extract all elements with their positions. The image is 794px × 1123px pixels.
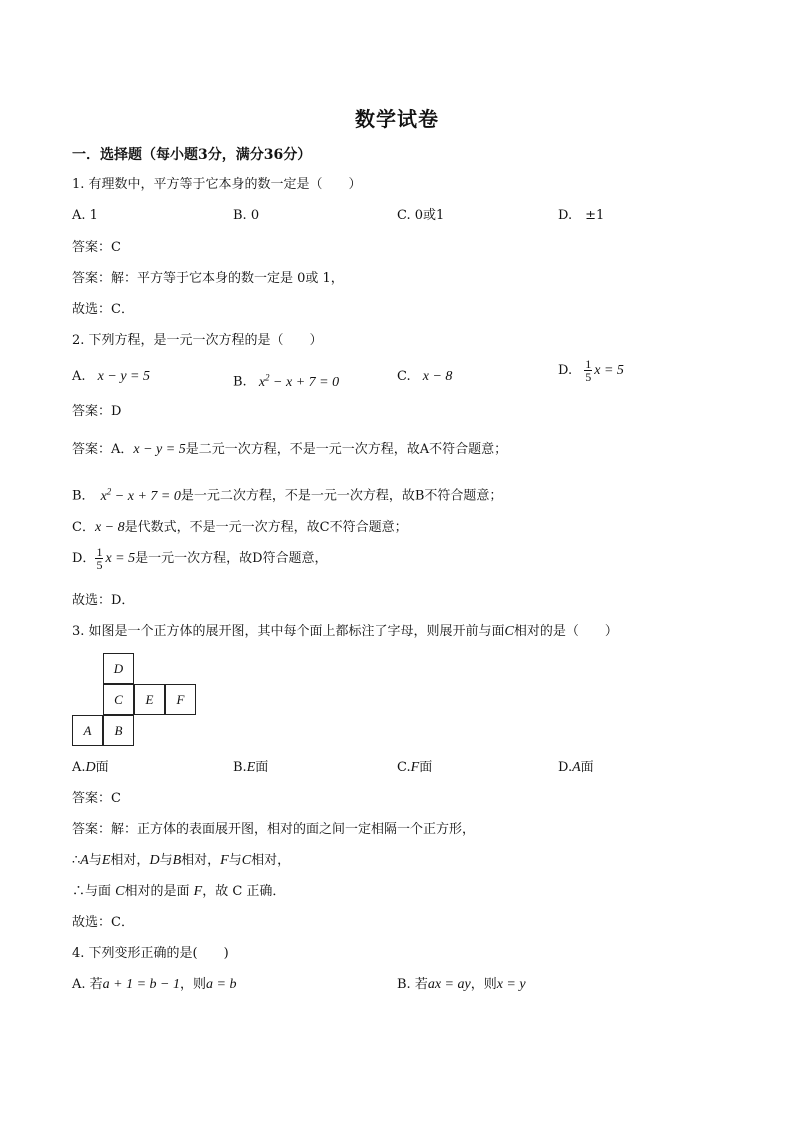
q2-explain-a-text: 是二元一次方程，不是一元一次方程，故A不符合题意；	[185, 442, 508, 457]
q3-conclusion-a: ∴与面	[72, 884, 116, 899]
q2-option-d-label: D.	[558, 363, 573, 378]
q3-option-c-label: C.	[397, 760, 411, 775]
q2-explain-d	[72, 546, 328, 571]
q2-option-b-label: B.	[233, 374, 247, 390]
q3-pair2-t2: 相对，	[181, 853, 221, 868]
q3-pair3-t2: 相对，	[251, 853, 291, 868]
q2-option-d-num: 1	[585, 357, 592, 371]
net-face-c: C	[103, 684, 134, 715]
q3-option-c	[397, 758, 432, 778]
q3-pair1-a: A	[80, 853, 89, 868]
q2-explain-a	[72, 440, 507, 460]
q1-choice: 故选：C．	[72, 302, 134, 317]
net-face-a: A	[72, 715, 103, 746]
page-title: 数学试卷	[355, 107, 439, 131]
section-heading: 一．选择题（每小题3分，满分36分）	[72, 147, 312, 163]
q3-pair1-t2: 相对，	[110, 853, 150, 868]
q2-explain-c	[72, 518, 408, 538]
q2-option-b	[233, 367, 339, 393]
q3-pair1-b: E	[101, 853, 111, 868]
q1-explanation: 答案：解：平方等于它本身的数一定是 0或 1，	[72, 271, 344, 286]
q3-conclusion-var1: C	[115, 884, 125, 899]
q2-explain-a-math: x − y = 5	[133, 442, 186, 457]
q1-option-b: B. 0	[233, 208, 260, 223]
q4-option-a	[72, 975, 236, 995]
q3-explanation: 答案：解：正方体的表面展开图，相对的面之间一定相隔一个正方形，	[72, 822, 476, 837]
q3-conclusion	[72, 882, 285, 902]
q3-option-d-suffix: 面	[580, 760, 594, 775]
q2-explain-c-text: 是代数式，不是一元一次方程，故C不符合题意；	[124, 520, 408, 535]
q3-pair2-a: D	[149, 853, 160, 868]
q4-option-a-math1: a + 1 = b − 1	[102, 977, 180, 992]
q1-option-a: A. 1	[72, 208, 98, 223]
q3-conclusion-c: ，故 C 正确．	[202, 884, 286, 899]
q2-choice: 故选：D．	[72, 593, 135, 608]
q2-explain-d-rest: x = 5	[105, 551, 136, 566]
q2-explain-d-num: 1	[96, 545, 103, 559]
q3-option-c-suffix: 面	[419, 760, 433, 775]
q3-option-d-var: A	[572, 760, 581, 775]
q2-option-a-label: A.	[72, 369, 86, 384]
q2-option-d-rest: x = 5	[594, 363, 624, 378]
q2-explain-d-fraction	[95, 546, 103, 571]
q4-option-a-prefix: A. 若	[72, 977, 103, 992]
q4-option-b	[397, 975, 526, 995]
q2-option-c-label: C.	[397, 369, 411, 384]
q3-pair1-t1: 与	[88, 853, 102, 868]
q4-option-b-math2: x = y	[496, 977, 526, 992]
q3-pair2-t1: 与	[159, 853, 173, 868]
q2-option-d-den: 5	[585, 370, 592, 384]
q3-option-c-var: F	[410, 760, 420, 775]
q3-stem-tail: 相对的是（ ）	[513, 624, 618, 639]
q2-explain-b-text: 是一元二次方程，不是一元一次方程，故B不符合题意；	[180, 488, 503, 504]
q4-option-b-mid: ，则	[470, 977, 497, 992]
net-face-e: E	[134, 684, 165, 715]
q2-option-b-base: x	[258, 374, 266, 390]
q3-therefore-symbol: ∴	[72, 853, 81, 868]
q2-explain-b-exp: 2	[106, 486, 112, 496]
q2-explain-c-math: x − 8	[94, 520, 125, 535]
q2-option-a	[72, 367, 150, 387]
q4-stem: 4. 下列变形正确的是( )	[72, 946, 229, 961]
q2-explain-d-den: 5	[96, 558, 103, 572]
q3-conclusion-b: 相对的是面	[124, 884, 194, 899]
q3-pair2-b: B	[172, 853, 182, 868]
q1-answer: 答案：C	[72, 240, 121, 255]
q1-stem: 1. 有理数中，平方等于它本身的数一定是（ ）	[72, 177, 362, 192]
q3-option-d-label: D.	[558, 760, 573, 775]
net-face-b: B	[103, 715, 134, 746]
q3-option-b-var: E	[246, 760, 256, 775]
q2-explain-b	[72, 481, 502, 507]
q4-option-b-prefix: B. 若	[397, 977, 428, 992]
q4-option-a-math2: a = b	[206, 977, 237, 992]
q2-explain-d-text: 是一元一次方程，故D符合题意，	[135, 551, 328, 566]
q3-pair3-b: C	[241, 853, 252, 868]
q3-conclusion-var2: F	[193, 884, 203, 899]
q2-explain-b-base: x	[100, 488, 107, 504]
q2-explain-d-prefix: D．	[72, 551, 96, 566]
q3-option-a	[72, 758, 109, 778]
net-face-d: D	[103, 653, 134, 684]
q3-stem-text: 3. 如图是一个正方体的展开图，其中每个面上都标注了字母，则展开前与面	[72, 624, 505, 639]
q4-option-b-math1: ax = ay	[427, 977, 471, 992]
q2-option-d-fraction	[584, 358, 592, 383]
q3-stem-var: C	[504, 624, 514, 639]
q1-option-d: D. ±1	[558, 208, 605, 223]
q3-answer: 答案：C	[72, 791, 121, 806]
q3-option-a-label: A.	[72, 760, 86, 775]
q2-option-c	[397, 367, 452, 387]
q2-option-d	[558, 358, 624, 383]
q2-explain-c-prefix: C．	[72, 520, 95, 535]
q3-option-b-label: B.	[233, 760, 247, 775]
q2-explain-a-prefix: 答案：A．	[72, 442, 134, 457]
q2-option-b-rest: − x + 7 = 0	[269, 374, 340, 390]
q3-option-a-var: D	[85, 760, 96, 775]
q2-option-c-math: x − 8	[422, 369, 453, 384]
cube-net-diagram	[72, 653, 198, 746]
q3-pair3-t1: 与	[228, 853, 242, 868]
q4-option-a-mid: ，则	[180, 977, 207, 992]
q2-option-b-exp: 2	[265, 372, 270, 382]
q3-option-b-suffix: 面	[255, 760, 269, 775]
q3-pairs	[72, 851, 290, 871]
q2-stem: 2. 下列方程，是一元一次方程的是（ ）	[72, 333, 323, 348]
q3-stem	[72, 622, 618, 642]
q3-choice: 故选：C．	[72, 915, 134, 930]
q2-explain-b-prefix: B．	[72, 488, 95, 504]
q3-option-d	[558, 758, 594, 778]
q3-pair3-a: F	[220, 853, 229, 868]
net-face-f: F	[165, 684, 196, 715]
q3-option-b	[233, 758, 268, 778]
q1-option-c: C. 0或1	[397, 208, 445, 223]
q3-option-a-suffix: 面	[95, 760, 109, 775]
q2-explain-b-rest: − x + 7 = 0	[111, 488, 181, 504]
q2-option-a-math: x − y = 5	[97, 369, 150, 384]
q2-answer: 答案：D	[72, 404, 122, 419]
